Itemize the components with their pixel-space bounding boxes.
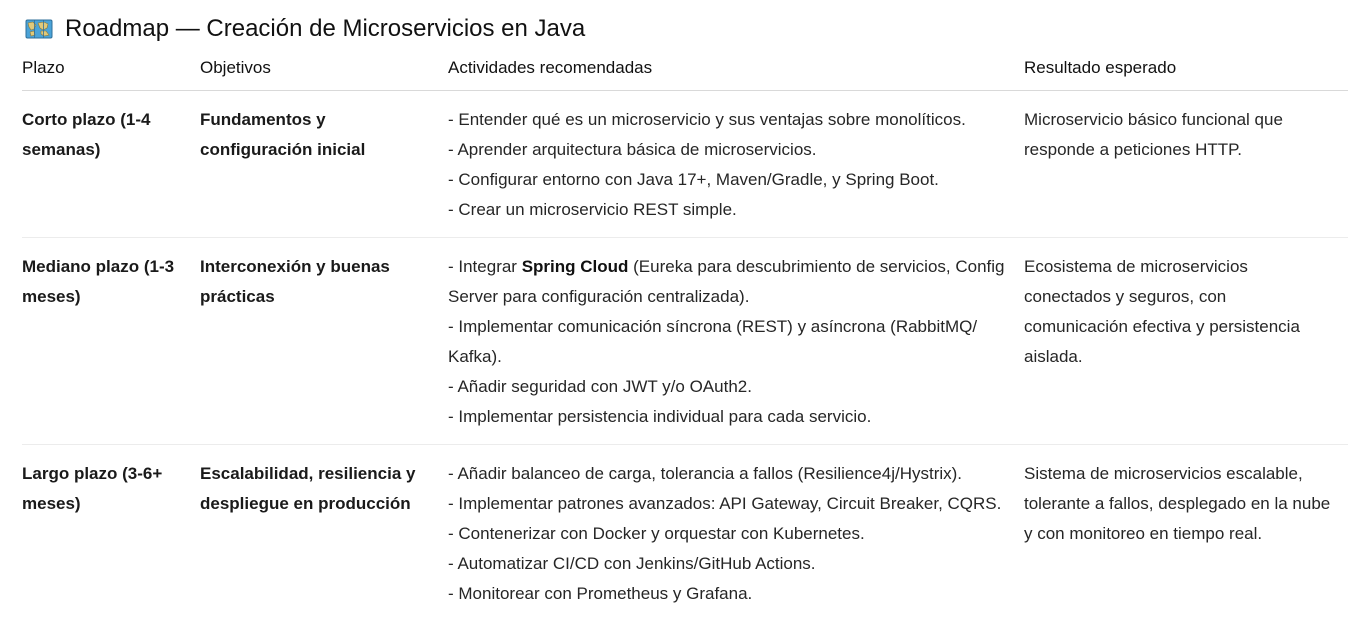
roadmap-table (22, 58, 1348, 621)
cell-plazo: Largo plazo (3-6+ meses) (22, 464, 163, 513)
activity-item: - Automatizar CI/CD con Jenkins/GitHub Actions. (448, 554, 816, 573)
header-plazo: Plazo (22, 58, 200, 91)
table-row (22, 238, 1348, 445)
table-row (22, 91, 1348, 238)
activity-item: - Aprender arquitectura básica de microservicios. (448, 140, 817, 159)
cell-resultado: Sistema de microservicios escalable, tolerante a fallos, desplegado en la nube y con monitoreo en tiempo real. (1024, 464, 1331, 543)
title-row (22, 0, 1348, 58)
cell-plazo: Mediano plazo (1-3 meses) (22, 238, 200, 445)
cell-actividades (448, 445, 1024, 622)
header-objetivos: Objetivos (200, 58, 448, 91)
header-resultado: Resultado esperado (1024, 58, 1348, 91)
cell-objetivos: Fundamentos y configuración inicial (200, 91, 448, 238)
activity-prefix: - Integrar (448, 257, 522, 276)
header-actividades: Actividades recomendadas (448, 58, 1024, 91)
page-title: Roadmap — Creación de Microservicios en Java (65, 15, 586, 42)
cell-resultado: Ecosistema de microservicios conectados y seguros, con comunicación efectiva y persistencia aislada. (1024, 238, 1348, 445)
world-map-icon (25, 18, 53, 40)
activity-item: - Contenerizar con Docker y orquestar con Kubernetes. (448, 524, 865, 543)
activity-item: - Entender qué es un microservicio y sus ventajas sobre monolíticos. (448, 110, 966, 129)
activity-item: - Configurar entorno con Java 17+, Maven/Gradle, y Spring Boot. (448, 170, 939, 189)
roadmap-document (22, 0, 1348, 621)
cell-actividades (448, 238, 1024, 445)
table-header-row (22, 58, 1348, 91)
cell-objetivos: Interconexión y buenas prácticas (200, 238, 448, 445)
activity-item: - Monitorear con Prometheus y Grafana. (448, 584, 753, 603)
activity-item: - Implementar comunicación síncrona (REST) y asíncrona (RabbitMQ/ Kafka). (448, 317, 978, 366)
activity-item: - Añadir seguridad con JWT y/o OAuth2. (448, 377, 752, 396)
table-row (22, 445, 1348, 622)
activity-bold-term: Spring Cloud (521, 257, 629, 276)
cell-plazo: Corto plazo (1-4 semanas) (22, 91, 200, 238)
cell-objetivos: Escalabilidad, resiliencia y despliegue en producción (200, 464, 416, 513)
cell-resultado: Microservicio básico funcional que responde a peticiones HTTP. (1024, 91, 1348, 238)
activity-item: - Añadir balanceo de carga, tolerancia a fallos (Resilience4j/Hystrix). (448, 464, 963, 483)
activity-item (448, 252, 1008, 312)
activity-suffix: (Eureka para descubrimiento de servicios, Config Server para configuración centralizada). (448, 257, 1005, 306)
activity-item: - Implementar persistencia individual para cada servicio. (448, 407, 872, 426)
activity-item: - Implementar patrones avanzados: API Gateway, Circuit Breaker, CQRS. (448, 494, 1002, 513)
cell-actividades (448, 91, 1024, 238)
activity-item: - Crear un microservicio REST simple. (448, 200, 737, 219)
